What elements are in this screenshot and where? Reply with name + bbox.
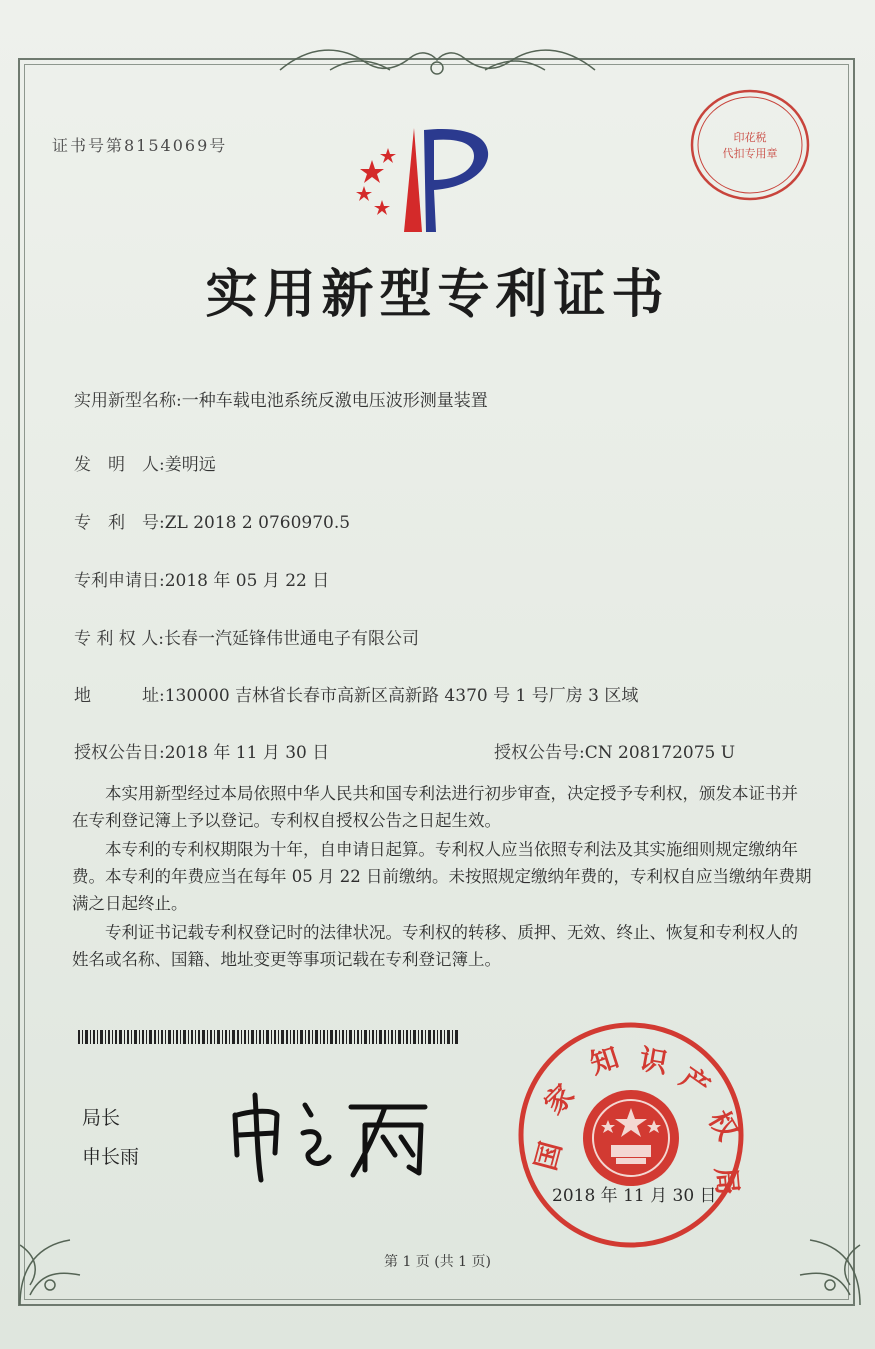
field-application-date-value: 2018 年 05 月 22 日 xyxy=(164,571,330,591)
field-patent-no-value: ZL 2018 2 0760970.5 xyxy=(164,513,351,533)
field-grant-no-value: CN 208172075 U xyxy=(584,743,736,763)
director-title: 局长 xyxy=(82,1107,121,1129)
field-address-value: 130000 吉林省长春市高新区高新路 4370 号 1 号厂房 3 区域 xyxy=(164,686,639,706)
svg-text:国: 国 xyxy=(528,1138,569,1174)
seal-date: 2018 年 11 月 30 日 xyxy=(552,1186,717,1206)
paragraph-2: 本专利的专利权期限为十年，自申请日起算。专利权人应当依照专利法及其实施细则规定缴纳年费。本专利的年费应当在每年 05 月 22 日前缴纳。未按照规定缴纳年费的，专利权自应当缴纳年费期满之日起终止。 xyxy=(72,840,812,913)
bottom-left-ornament xyxy=(10,1185,90,1315)
field-patentee-label: 专 利 权 人: xyxy=(74,629,164,649)
field-grant-date xyxy=(74,738,329,763)
cnipa-red-seal xyxy=(516,1020,746,1250)
field-patent-no-label: 专 利 号: xyxy=(74,513,165,533)
top-ornament xyxy=(270,40,605,86)
field-patent-no xyxy=(74,508,350,533)
certificate-number: 证书号第8154069号 xyxy=(52,136,228,155)
certificate-title: 实用新型专利证书 xyxy=(205,264,670,325)
svg-text:家: 家 xyxy=(537,1077,581,1121)
tax-seal xyxy=(685,85,815,205)
field-grant-date-value: 2018 年 11 月 30 日 xyxy=(164,743,330,763)
field-grant-no-label: 授权公告号: xyxy=(494,743,585,763)
field-grant-no xyxy=(494,738,735,763)
field-name xyxy=(74,386,488,411)
cnipa-logo xyxy=(342,120,502,240)
svg-text:印花税: 印花税 xyxy=(733,131,767,144)
field-inventor xyxy=(74,450,216,475)
barcode xyxy=(78,1030,458,1044)
page-number: 第 1 页 (共 1 页) xyxy=(384,1254,491,1270)
field-grant-date-label: 授权公告日: xyxy=(74,743,165,763)
field-name-label: 实用新型名称: xyxy=(74,391,182,411)
svg-text:代扣专用章: 代扣专用章 xyxy=(722,147,778,160)
svg-text:产: 产 xyxy=(673,1060,716,1104)
svg-text:识: 识 xyxy=(636,1042,671,1080)
svg-text:知: 知 xyxy=(585,1040,623,1081)
field-name-value: 一种车载电池系统反激电压波形测量装置 xyxy=(181,391,488,411)
svg-text:局: 局 xyxy=(709,1165,745,1197)
director-name: 申长雨 xyxy=(82,1146,140,1168)
paragraph-1: 本实用新型经过本局依照中华人民共和国专利法进行初步审查，决定授予专利权，颁发本证书并在专利登记簿上予以登记。专利权自授权公告之日起生效。 xyxy=(72,784,798,830)
field-application-date xyxy=(74,566,329,591)
field-patentee xyxy=(74,624,419,649)
bottom-right-ornament xyxy=(790,1185,870,1315)
field-address-label: 地 址: xyxy=(74,686,165,706)
paragraph-3: 专利证书记载专利权登记时的法律状况。专利权的转移、质押、无效、终止、恢复和专利权人的姓名或名称、国籍、地址变更等事项记载在专利登记簿上。 xyxy=(72,923,798,969)
field-application-date-label: 专利申请日: xyxy=(74,571,165,591)
field-inventor-label: 发 明 人: xyxy=(74,455,165,475)
field-address xyxy=(74,681,638,706)
svg-text:权: 权 xyxy=(701,1105,745,1146)
field-patentee-value: 长春一汽延锋伟世通电子有限公司 xyxy=(163,629,419,649)
field-inventor-value: 姜明远 xyxy=(164,455,216,475)
director-signature xyxy=(225,1085,435,1185)
certificate-body xyxy=(72,780,812,975)
